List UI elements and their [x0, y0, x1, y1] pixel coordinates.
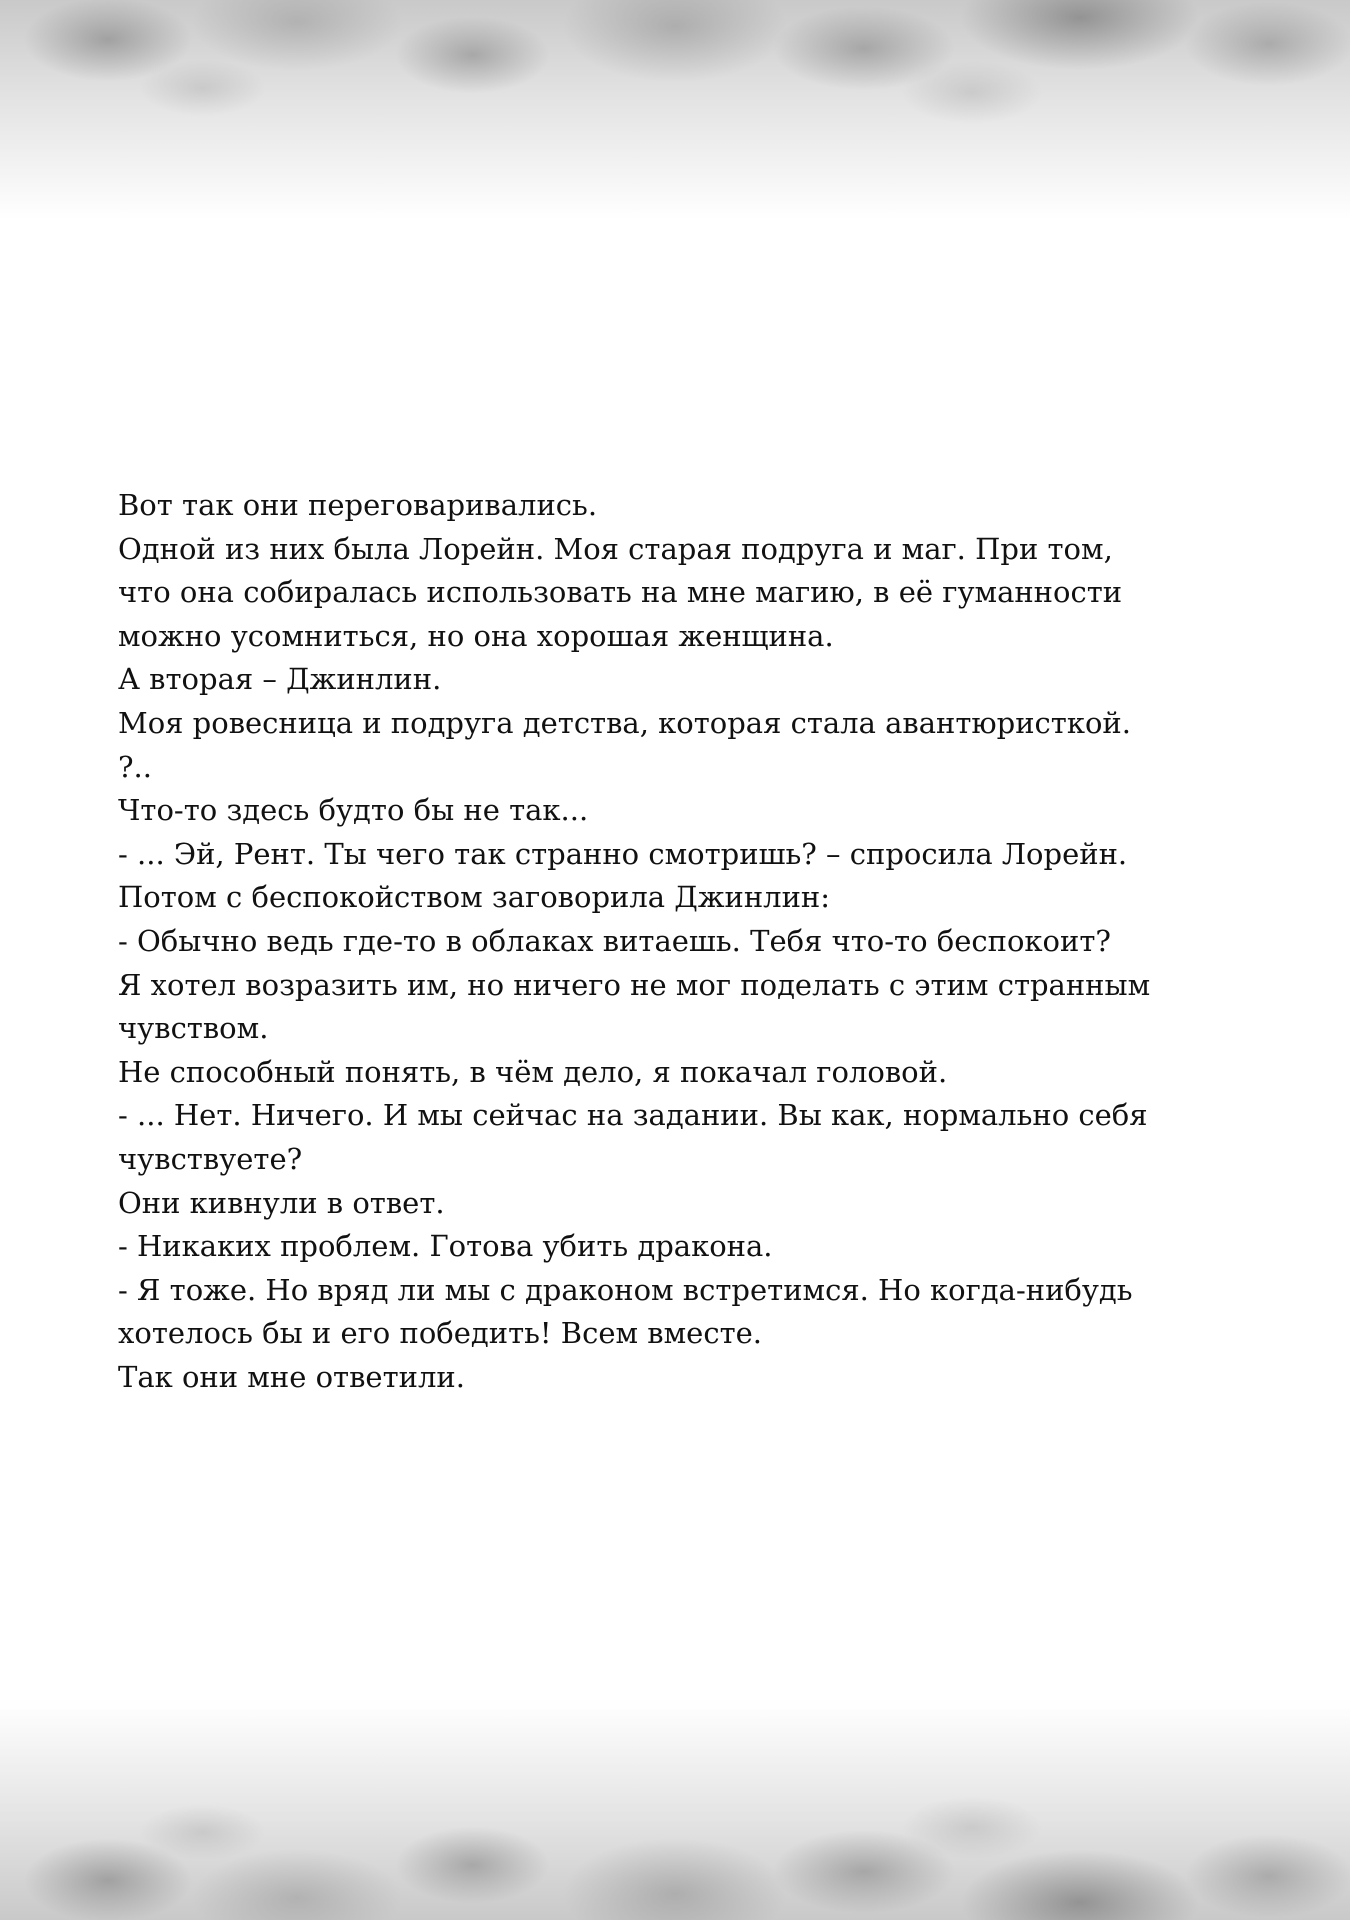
text-line: чувством.	[118, 1011, 269, 1046]
text-line: что она собиралась использовать на мне магию, в её гуманности	[118, 575, 1123, 610]
text-line: ?..	[118, 749, 152, 784]
text-line: хотелось бы и его победить! Всем вместе.	[118, 1316, 762, 1351]
text-line: А вторая – Джинлин.	[118, 662, 442, 697]
body-text	[118, 484, 1238, 1399]
text-line: Что-то здесь будто бы не так...	[118, 793, 589, 828]
text-line: Я хотел возразить им, но ничего не мог поделать с этим странным	[118, 967, 1151, 1002]
text-line: можно усомниться, но она хорошая женщина.	[118, 618, 834, 653]
stone-texture-top	[0, 0, 1350, 220]
text-line: чувствуете?	[118, 1141, 303, 1176]
text-line: Они кивнули в ответ.	[118, 1185, 445, 1220]
text-line: Моя ровесница и подруга детства, которая стала авантюристкой.	[118, 705, 1131, 740]
text-line: Вот так они переговаривались.	[118, 488, 598, 522]
text-line: - Никаких проблем. Готова убить дракона.	[118, 1229, 773, 1264]
text-line: Одной из них была Лорейн. Моя старая подруга и маг. При том,	[118, 531, 1113, 566]
text-line: - Обычно ведь где-то в облаках витаешь. Тебя что-то беспокоит?	[118, 923, 1111, 958]
text-line: - ... Эй, Рент. Ты чего так странно смотришь? – спросила Лорейн.	[118, 836, 1128, 871]
stone-texture-bottom	[0, 1700, 1350, 1920]
text-line: - Я тоже. Но вряд ли мы с драконом встретимся. Но когда-нибудь	[118, 1272, 1133, 1307]
text-line: Не способный понять, в чём дело, я покачал головой.	[118, 1054, 948, 1089]
text-line: Потом с беспокойством заговорила Джинлин:	[118, 880, 831, 915]
text-line: - ... Нет. Ничего. И мы сейчас на задании. Вы как, нормально себя	[118, 1098, 1148, 1133]
text-line: Так они мне ответили.	[118, 1359, 465, 1394]
